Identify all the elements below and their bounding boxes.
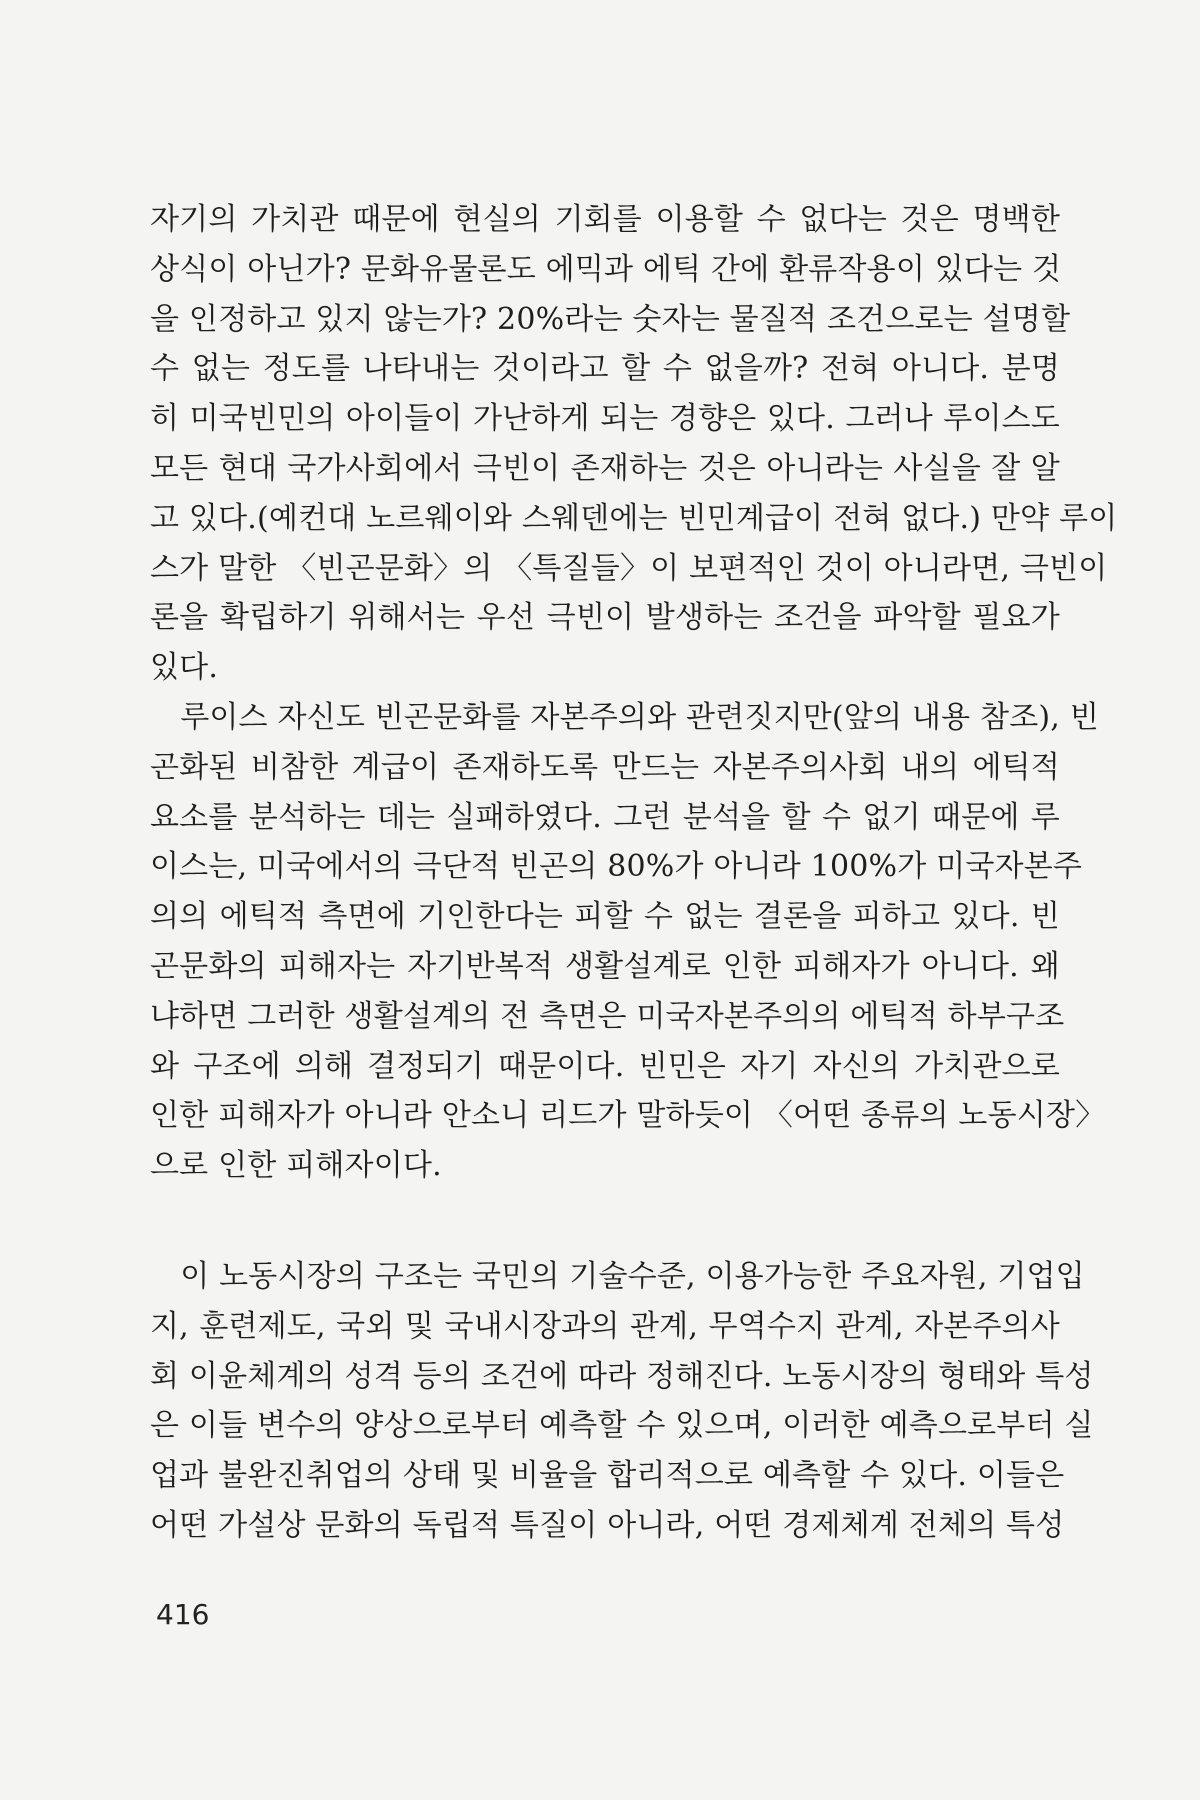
text-line: 이 노동시장의 구조는 국민의 기술수준, 이용가능한 주요자원, 기업입 [150, 1259, 1085, 1294]
text-line: 곤화된 비참한 계급이 존재하도록 만드는 자본주의사회 내의 에틱적 [150, 749, 1060, 785]
text-line: 회 이윤체계의 성격 등의 조건에 따라 정해진다. 노동시장의 형태와 특성 [150, 1358, 1094, 1394]
text-line: 론을 확립하기 위해서는 우선 극빈이 발생하는 조건을 파악할 필요가 [150, 600, 1060, 636]
text-line: 을 인정하고 있지 않는가? 20%라는 숫자는 물질적 조건으로는 설명할 [150, 301, 1071, 337]
text-line: 자기의 가치관 때문에 현실의 기회를 이용할 수 없다는 것은 명백한 [150, 202, 1060, 237]
paragraph-block-1 [150, 195, 1118, 1191]
text-line: 히 미국빈민의 아이들이 가난하게 되는 경향은 있다. 그러나 루이스도 [150, 401, 1060, 437]
text-line: 수 없는 정도를 나타내는 것이라고 할 수 없을까? 전혀 아니다. 분명 [150, 351, 1060, 387]
text-line: 업과 불완진취업의 상태 및 비율을 합리적으로 예측할 수 있다. 이들은 [150, 1458, 1065, 1494]
page-number: 416 [156, 1598, 210, 1631]
text-line: 모든 현대 국가사회에서 극빈이 존재하는 것은 아니라는 사실을 잘 알 [150, 450, 1060, 486]
text-line: 요소를 분석하는 데는 실패하였다. 그런 분석을 할 수 없기 때문에 루 [150, 799, 1060, 835]
text-line: 곤문화의 피해자는 자기반복적 생활설계로 인한 피해자가 아니다. 왜 [150, 948, 1060, 984]
text-line: 상식이 아닌가? 문화유물론도 에믹과 에틱 간에 환류작용이 있다는 것 [150, 251, 1062, 287]
text-line: 의의 에틱적 측면에 기인한다는 피할 수 없는 결론을 피하고 있다. 빈 [150, 899, 1060, 935]
text-line: 은 이들 변수의 양상으로부터 예측할 수 있으며, 이러한 예측으로부터 실 [150, 1408, 1094, 1444]
text-line: 이스는, 미국에서의 극단적 빈곤의 80%가 아니라 100%가 미국자본주 [150, 849, 1083, 885]
text-line: 고 있다.(예컨대 노르웨이와 스웨덴에는 빈민계급이 전혀 없다.) 만약 루이 [150, 500, 1118, 536]
text-line: 와 구조에 의해 결정되기 때문이다. 빈민은 자기 자신의 가치관으로 [150, 1048, 1060, 1084]
text-line: 있다. [150, 650, 219, 686]
text-line: 지, 훈련제도, 국외 및 국내시장과의 관계, 무역수지 관계, 자본주의사 [150, 1308, 1060, 1344]
text-line: 스가 말한 〈빈곤문화〉의 〈특질들〉이 보편적인 것이 아니라면, 극빈이 [150, 550, 1108, 586]
paragraph-block-2 [150, 1252, 1094, 1551]
text-line: 어떤 가설상 문화의 독립적 특질이 아니라, 어떤 경제체계 전체의 특성 [150, 1507, 1065, 1543]
text-line: 냐하면 그러한 생활설계의 전 측면은 미국자본주의의 에틱적 하부구조 [150, 998, 1065, 1034]
text-line: 으로 인한 피해자이다. [150, 1148, 442, 1184]
text-line: 인한 피해자가 아니라 안소니 리드가 말하듯이 〈어떤 종류의 노동시장〉 [150, 1098, 1106, 1134]
text-line: 루이스 자신도 빈곤문화를 자본주의와 관련짓지만(앞의 내용 참조), 빈 [150, 699, 1099, 735]
